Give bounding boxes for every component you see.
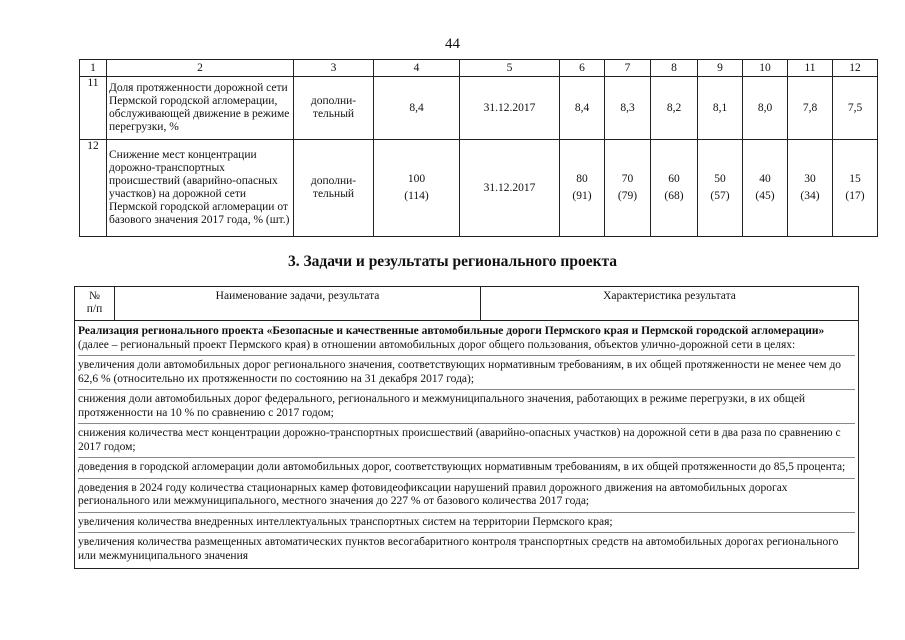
year-value: 30 (34) <box>788 140 833 237</box>
intro-text: (далее – региональный проект Пермского края) в отношении автомобильных дорог общего пользования, объектов улично-дорожной сети в целях: <box>78 338 796 351</box>
header-cell: 10 <box>743 60 788 77</box>
intro-bold-text: Реализация регионального проекта «Безопасные и качественные автомобильные дороги Пермского края и Пермской городской агломерации» <box>78 325 825 337</box>
table-row <box>75 321 859 569</box>
header-cell: 9 <box>698 60 743 77</box>
year-value: 50 (57) <box>698 140 743 237</box>
indicator-name: Снижение мест концентрации дорожно-транспортных происшествий (аварийно-опасных участков) на дорожной сети Пермской городской агломерации от базового значения 2017 года, % (шт.) <box>107 140 294 237</box>
tasks-table <box>74 286 859 569</box>
year-value: 8,2 <box>651 77 698 140</box>
goal-item: снижения количества мест концентрации дорожно-транспортных происшествий (аварийно-опасных участков) на дорожной сети в два раза по сравнению с 2017 годом; <box>78 423 855 457</box>
header-cell: 7 <box>605 60 651 77</box>
year-value: 80 (91) <box>560 140 605 237</box>
goal-item: увеличения доли автомобильных дорог регионального значения, соответствующих нормативным требованиям, в их общей протяженности не менее чем до 62,6 % (относительно их протяженности по состоянию на 31 декабря 2017 года); <box>78 355 855 389</box>
year-value: 8,0 <box>743 77 788 140</box>
header-cell: 1 <box>80 60 107 77</box>
header-cell: 5 <box>460 60 560 77</box>
indicators-table <box>79 59 878 237</box>
header-cell: 12 <box>833 60 878 77</box>
goal-item: доведения в городской агломерации доли автомобильных дорог, соответствующих нормативным требованиям, в их общей протяженности до 85,5 процента; <box>78 457 855 478</box>
row-number: 12 <box>80 140 107 237</box>
base-date: 31.12.2017 <box>460 77 560 140</box>
table-row <box>80 140 878 237</box>
table-row <box>80 77 878 140</box>
indicator-type: дополни- тельный <box>294 77 374 140</box>
goal-item: доведения в 2024 году количества стационарных камер фотовидеофиксации нарушений правил дорожного движения на автомобильных дорогах регионального или межмуниципального, местного значения до 227 % от базового количества 2017 года; <box>78 478 855 512</box>
year-value: 8,4 <box>560 77 605 140</box>
year-value: 7,5 <box>833 77 878 140</box>
header-cell: 4 <box>374 60 460 77</box>
goal-item: увеличения количества внедренных интеллектуальных транспортных систем на территории Пермского края; <box>78 512 855 533</box>
year-value: 7,8 <box>788 77 833 140</box>
header-cell: 2 <box>107 60 294 77</box>
base-value: 100 (114) <box>374 140 460 237</box>
year-value: 8,1 <box>698 77 743 140</box>
intro-paragraph <box>78 325 855 355</box>
goal-item: увеличения количества размещенных автоматических пунктов весогабаритного контроля транспортных средств на автомобильных дорогах регионального или межмуниципального значения <box>78 532 855 566</box>
year-value: 70 (79) <box>605 140 651 237</box>
header-task-name: Наименование задачи, результата <box>115 287 481 321</box>
year-value: 60 (68) <box>651 140 698 237</box>
section-title: 3. Задачи и результаты регионального проекта <box>287 253 618 270</box>
base-date: 31.12.2017 <box>460 140 560 237</box>
table-header-row <box>80 60 878 77</box>
header-number: № п/п <box>75 287 115 321</box>
indicator-name: Доля протяженности дорожной сети Пермской городской агломерации, обслуживающей движение в режиме перегрузки, % <box>107 77 294 140</box>
year-value: 15 (17) <box>833 140 878 237</box>
header-cell: 8 <box>651 60 698 77</box>
row-number: 11 <box>80 77 107 140</box>
base-value: 8,4 <box>374 77 460 140</box>
page-number: 44 <box>445 36 460 52</box>
year-value: 40 (45) <box>743 140 788 237</box>
header-cell: 6 <box>560 60 605 77</box>
goal-item: снижения доли автомобильных дорог федерального, регионального и межмуниципального значения, работающих в режиме перегрузки, в их общей протяженности на 10 % по сравнению с 2017 годом; <box>78 389 855 423</box>
indicator-type: дополни- тельный <box>294 140 374 237</box>
header-cell: 3 <box>294 60 374 77</box>
table-header-row <box>75 287 859 321</box>
year-value: 8,3 <box>605 77 651 140</box>
tasks-content <box>75 321 859 569</box>
header-cell: 11 <box>788 60 833 77</box>
header-result-characteristic: Характеристика результата <box>481 287 859 321</box>
